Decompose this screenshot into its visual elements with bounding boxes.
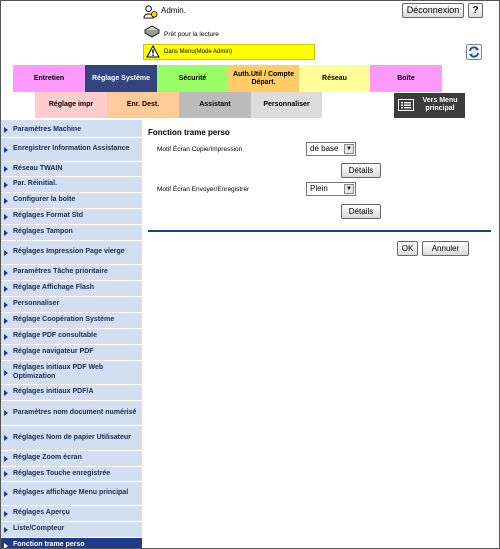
help-button[interactable]: ? [468,3,483,18]
copy-print-details-button[interactable]: Détails [341,163,381,178]
logout-button[interactable]: Déconnexion [402,3,464,18]
printer-icon [143,24,161,38]
sidebar-item-touche-enregistree[interactable]: Réglages Touche enregistrée [0,467,142,482]
sidebar-item-reseau-twain[interactable]: Réseau TWAIN [0,162,142,177]
send-save-pattern-select[interactable] [306,182,356,196]
device-status: Prêt pour la lecture [164,31,219,38]
tab-boite[interactable]: Boîte [370,65,442,92]
sidebar-item-tampon[interactable]: Réglages Tampon [0,225,142,241]
chevron-down-icon: ▼ [344,184,354,194]
send-save-pattern-value: Plein [310,184,328,193]
sidebar-item-pdf-web-optimization[interactable]: Réglages initiaux PDF Web Optimization [0,361,142,385]
section-divider [148,230,491,232]
sidebar-item-enregistrer-information[interactable]: Enregistrer Information Assistance [0,138,142,162]
sidebar-item-apercu[interactable]: Réglages Aperçu [0,506,142,522]
tab-reseau[interactable]: Réseau [299,65,370,92]
sidebar-item-format-std[interactable]: Réglages Format Std [0,209,142,225]
sidebar-item-affichage-menu[interactable]: Réglages affichage Menu principal [0,482,142,506]
main-menu-button[interactable] [394,93,465,118]
sidebar-item-par-reinitial[interactable]: Par. Réinitial. [0,177,142,193]
ok-button[interactable]: OK [397,241,418,256]
tab-enr-dest[interactable]: Enr. Dest. [107,92,179,118]
main-menu-icon [398,99,414,111]
admin-mode-text: Dans Menu(Mode Admin) [164,49,233,55]
sidebar-item-nom-document[interactable]: Paramètres nom document numérisé [0,401,142,426]
sidebar-item-affichage-flash[interactable]: Réglage Affichage Flash [0,281,142,297]
cancel-button[interactable]: Annuler [422,241,469,256]
sidebar-item-pdf-consultable[interactable]: Réglage PDF consultable [0,329,142,345]
send-save-details-button[interactable]: Détails [341,204,381,219]
sidebar-item-fonction-trame-perso[interactable]: Fonction trame perso [0,538,142,549]
tab-reglage-systeme[interactable]: Réglage Système [85,65,157,92]
sidebar-item-zoom-ecran[interactable]: Réglage Zoom écran [0,451,142,467]
tab-reglage-impr[interactable]: Réglage impr [35,92,107,118]
tab-assistant[interactable]: Assistant [179,92,251,118]
sidebar-item-nom-papier[interactable]: Réglages Nom de papier Utilisateur [0,426,142,451]
copy-print-pattern-select[interactable] [306,142,356,156]
sidebar [0,120,142,549]
sidebar-item-navigateur-pdf[interactable]: Réglage navigateur PDF [0,345,142,361]
copy-print-pattern-value: de base [310,144,339,153]
main-menu-label: Vers Menu principal [422,97,458,113]
sidebar-item-personnaliser[interactable]: Personnaliser [0,297,142,313]
page-title: Fonction trame perso [148,128,230,137]
tab-personnaliser[interactable]: Personnaliser [251,92,322,118]
tab-auth-compte[interactable]: Auth.Util / Compte Départ. [228,65,299,92]
sidebar-item-cooperation-systeme[interactable]: Réglage Coopération Système [0,313,142,329]
sidebar-item-tache-prioritaire[interactable]: Paramètres Tâche prioritaire [0,265,142,281]
sidebar-item-configurer-boite[interactable]: Configurer la boîte [0,193,142,209]
admin-icon [143,4,158,19]
sidebar-item-liste-compteur[interactable]: Liste/Compteur [0,522,142,538]
tab-securite[interactable]: Sécurité [157,65,228,92]
warning-icon [146,45,160,58]
sidebar-item-page-vierge[interactable]: Réglages Impression Page vierge [0,241,142,265]
sidebar-item-pdf-a[interactable]: Réglages initiaux PDF/A [0,385,142,401]
refresh-button[interactable] [466,44,482,60]
sidebar-item-parametres-machine[interactable]: Paramètres Machine [0,123,142,138]
tab-entretien[interactable]: Entretien [13,65,85,92]
chevron-down-icon: ▼ [344,144,354,154]
copy-print-pattern-label: Motif Écran Copie/Impression [157,146,243,153]
send-save-pattern-label: Motif Écran Envoyer/Enregistrer [157,186,250,193]
refresh-icon [467,45,481,59]
admin-label: Admin. [161,6,186,15]
